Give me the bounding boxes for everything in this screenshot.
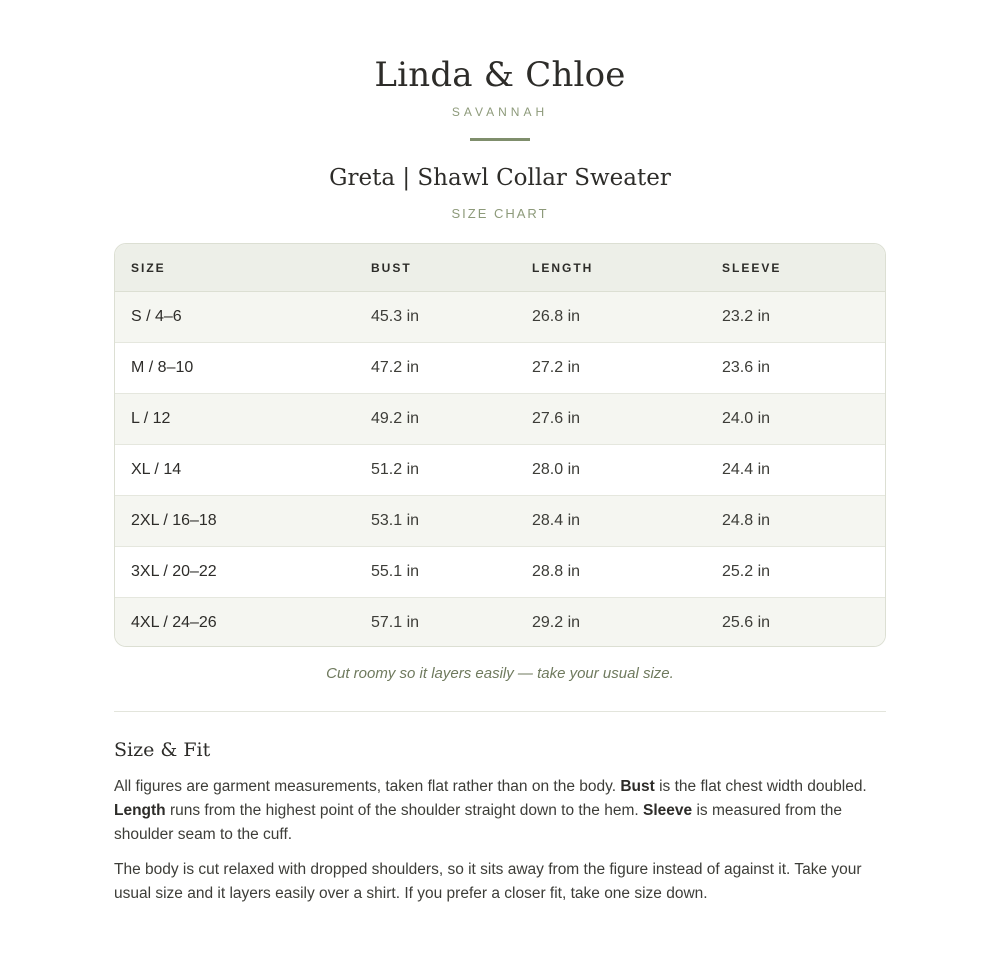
fit-note: Cut roomy so it layers easily — take your usual size.	[326, 665, 674, 682]
table-row	[115, 598, 885, 648]
sleeve-cell: 25.6 in	[706, 598, 885, 648]
section-divider	[114, 711, 886, 712]
brand-name: Linda & Chloe	[374, 55, 626, 95]
size-fit-paragraph-measurements	[114, 775, 886, 847]
table-row	[115, 343, 885, 394]
term-bust: Bust	[620, 778, 655, 795]
p1-length-text: runs from the highest point of the shoulder straight down to the hem.	[165, 802, 643, 819]
table-row	[115, 394, 885, 445]
p1-sleeve-text: is measured from the shoulder seam to the cuff.	[114, 802, 843, 843]
size-chart-label: SIZE CHART	[451, 206, 549, 221]
size-cell: 2XL / 16–18	[115, 496, 355, 547]
bust-cell: 55.1 in	[355, 547, 516, 598]
length-cell: 27.6 in	[516, 394, 706, 445]
bust-cell: 57.1 in	[355, 598, 516, 648]
length-cell: 27.2 in	[516, 343, 706, 394]
column-header-size: SIZE	[115, 244, 355, 292]
size-cell: 3XL / 20–22	[115, 547, 355, 598]
column-header-length: LENGTH	[516, 244, 706, 292]
size-fit-paragraph-cut: The body is cut relaxed with dropped shoulders, so it sits away from the figure instead of against it. Take your usual size and it layers easily over a shirt. If you prefer a closer fit, take one size down.	[114, 861, 862, 902]
column-header-bust: BUST	[355, 244, 516, 292]
header-divider	[470, 138, 530, 141]
table-row	[115, 496, 885, 547]
size-chart-table	[114, 243, 886, 647]
p1-bust-text: is the flat chest width doubled.	[654, 778, 867, 795]
length-cell: 28.8 in	[516, 547, 706, 598]
sleeve-cell: 24.4 in	[706, 445, 885, 496]
bust-cell: 49.2 in	[355, 394, 516, 445]
sleeve-cell: 23.2 in	[706, 292, 885, 343]
column-header-sleeve: SLEEVE	[706, 244, 885, 292]
size-cell: XL / 14	[115, 445, 355, 496]
sleeve-cell: 23.6 in	[706, 343, 885, 394]
length-cell: 28.0 in	[516, 445, 706, 496]
size-cell: L / 12	[115, 394, 355, 445]
sleeve-cell: 24.8 in	[706, 496, 885, 547]
product-title: Greta | Shawl Collar Sweater	[329, 165, 671, 191]
brand-location: SAVANNAH	[451, 105, 549, 119]
table-row	[115, 292, 885, 343]
term-sleeve: Sleeve	[643, 802, 693, 819]
length-cell: 26.8 in	[516, 292, 706, 343]
size-cell: 4XL / 24–26	[115, 598, 355, 648]
bust-cell: 45.3 in	[355, 292, 516, 343]
p1-intro: All figures are garment measurements, taken flat rather than on the body.	[114, 778, 621, 795]
table-row	[115, 445, 885, 496]
size-cell: S / 4–6	[115, 292, 355, 343]
sleeve-cell: 24.0 in	[706, 394, 885, 445]
bust-cell: 51.2 in	[355, 445, 516, 496]
table-header-row	[115, 244, 885, 292]
length-cell: 29.2 in	[516, 598, 706, 648]
table-row	[115, 547, 885, 598]
length-cell: 28.4 in	[516, 496, 706, 547]
sleeve-cell: 25.2 in	[706, 547, 885, 598]
size-cell: M / 8–10	[115, 343, 355, 394]
size-fit-heading: Size & Fit	[114, 739, 211, 761]
term-length: Length	[114, 802, 166, 819]
bust-cell: 53.1 in	[355, 496, 516, 547]
bust-cell: 47.2 in	[355, 343, 516, 394]
